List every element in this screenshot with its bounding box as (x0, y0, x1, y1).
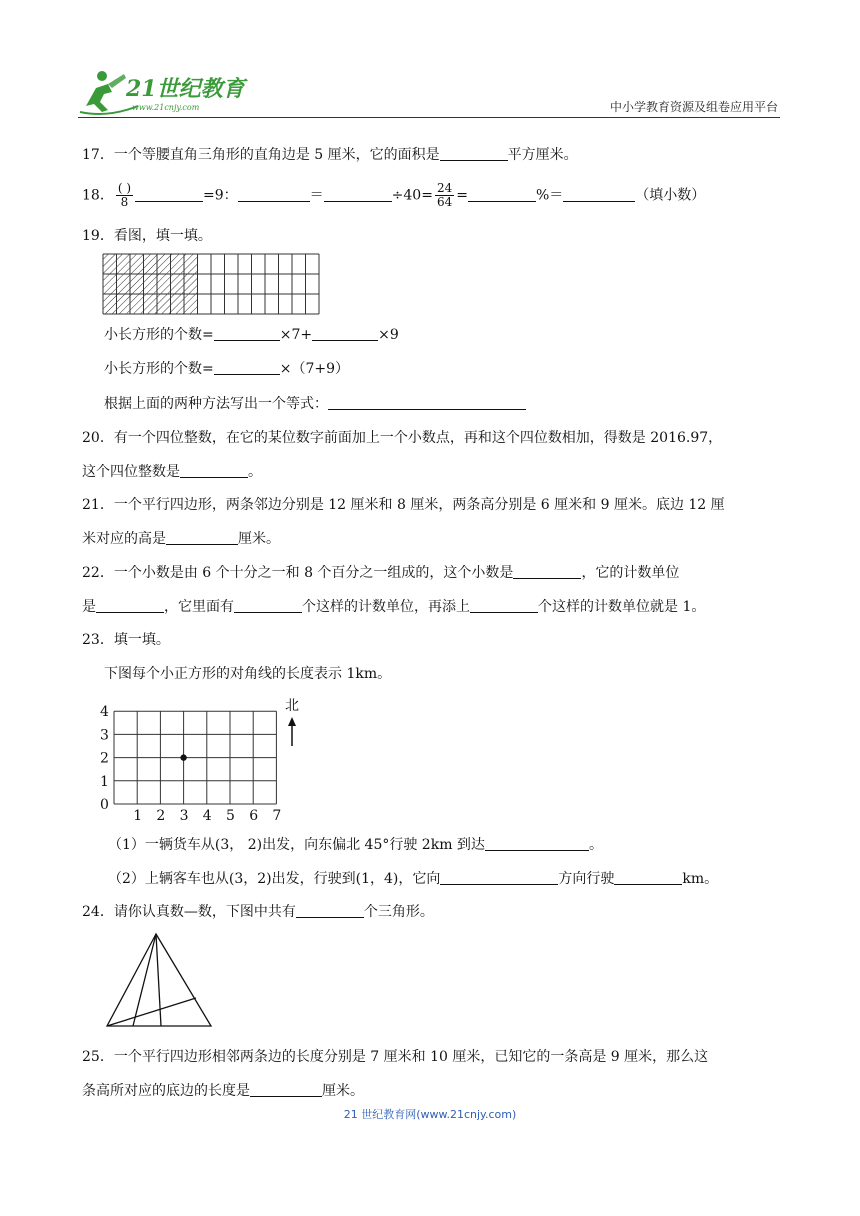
q23-sub-1 (108, 835, 603, 855)
q18-fraction-1 (116, 182, 133, 209)
q18-blank-2[interactable] (238, 187, 310, 202)
q23-x-tick-label: 2 (156, 808, 166, 822)
question-21-line-2 (82, 529, 280, 549)
question-20-line-1: 20．有一个四位整数，在它的某位数字前面加上一个小数点，再和这个四位数相加，得数是 2016.97， (82, 430, 723, 446)
q19-line-2-text-a: 小长方形的个数= (104, 361, 214, 377)
q22-text-d: ，它里面有 (164, 599, 234, 615)
q17-text-end: 平方厘米。 (507, 147, 578, 163)
q23-y-tick-label: 0 (100, 797, 109, 813)
q23-x-tick-label: 4 (202, 808, 212, 822)
q22-blank-4[interactable] (470, 598, 538, 613)
q22-text-f: 个这样的计数单位就是 1。 (538, 599, 706, 615)
q18-seg-6: （填小数） (635, 187, 706, 204)
q23-sub-1-text: （1）一辆货车从(3， 2)出发，向东偏北 45°行驶 2km 到达 (108, 837, 485, 853)
question-19-title: 19．看图，填一填。 (82, 228, 212, 244)
q22-text-e: 个这样的计数单位，再添上 (302, 599, 470, 615)
q23-sub-1-end: 。 (588, 837, 603, 853)
question-25-line-1: 25．一个平行四边形相邻两条边的长度分别是 7 厘米和 10 厘米，已知它的一条高是 9 厘米，那么这 (82, 1049, 709, 1065)
q22-text-b: ，它的计数单位 (581, 565, 680, 581)
q22-blank-2[interactable] (96, 598, 164, 613)
q19-line-3 (104, 394, 526, 414)
q19-shaded-region (103, 254, 197, 314)
q19-line-2-text-b: ×（7+9） (279, 361, 350, 377)
question-23-title: 23．填一填。 (82, 632, 170, 648)
q24-cevian-2 (156, 934, 161, 1026)
q23-x-tick-label: 7 (272, 808, 282, 822)
site-logo (78, 66, 278, 116)
q21-answer-blank[interactable] (166, 530, 238, 545)
q17-text: 17．一个等腰直角三角形的直角边是 5 厘米，它的面积是 (82, 147, 440, 163)
q23-blank-1[interactable] (485, 836, 589, 851)
question-18 (82, 182, 705, 209)
q25-answer-blank[interactable] (250, 1082, 322, 1097)
q23-x-tick-label: 5 (226, 808, 235, 822)
q23-x-tick-label: 6 (249, 808, 259, 822)
q20-text-end: 。 (248, 464, 262, 480)
question-22-line-2 (82, 597, 705, 617)
q18-blank-5[interactable] (563, 187, 635, 202)
q23-coordinate-grid (96, 690, 316, 822)
q18-seg-2: ＝ (309, 187, 324, 204)
q18-number: 18． (82, 187, 114, 204)
q24-triangle-figure (104, 932, 216, 1030)
q18-blank-3[interactable] (324, 187, 392, 202)
q23-y-tick-label: 1 (100, 773, 109, 790)
q21-text-end: 厘米。 (238, 531, 280, 547)
question-17 (82, 145, 578, 165)
q23-start-point (180, 754, 186, 760)
q18-blank-4[interactable] (468, 187, 536, 202)
q22-text-a: 22．一个小数是由 6 个十分之一和 8 个百分之一组成的，这个小数是 (82, 565, 514, 581)
q19-line-3-text: 根据上面的两种方法写出一个等式： (104, 396, 328, 412)
q23-sub-2-text-a: （2）上辆客车也从(3，2)出发，行驶到(1，4)，它向 (108, 871, 441, 887)
q22-blank-1[interactable] (513, 564, 581, 579)
q18-seg-4: = (456, 187, 468, 204)
north-arrow-icon (288, 717, 296, 746)
q23-y-tick-label: 3 (100, 727, 109, 744)
header-divider (78, 117, 780, 118)
q23-y-tick-label: 2 (100, 750, 109, 767)
q24-text: 24．请你认真数—数，下图中共有 (82, 904, 296, 920)
q18-blank-1[interactable] (135, 187, 203, 202)
q23-blank-2[interactable] (440, 870, 558, 885)
page-footer: 21 世纪教育网(www.21cnjy.com) (343, 1108, 517, 1121)
q20-text: 这个四位整数是 (82, 464, 180, 480)
question-24 (82, 902, 434, 922)
q23-x-tick-label: 1 (133, 808, 143, 822)
q19-line-2 (104, 359, 349, 379)
platform-name: 中小学教育资源及组卷应用平台 (609, 100, 778, 114)
q19-line-1-text-c: ×9 (378, 327, 399, 343)
logo-text: 21世纪教育 (126, 76, 245, 102)
north-label: 北 (285, 698, 299, 714)
q24-text-end: 个三角形。 (363, 904, 434, 920)
q18-fraction-1-numerator: ( ) (117, 181, 132, 195)
q25-text-end: 厘米。 (322, 1083, 364, 1099)
q22-blank-3[interactable] (234, 598, 302, 613)
q18-fraction-2 (435, 182, 454, 209)
question-22-line-1 (82, 563, 679, 583)
q19-line-1-text-a: 小长方形的个数= (104, 327, 214, 343)
q18-fraction-2-denominator: 64 (436, 195, 453, 209)
q20-answer-blank[interactable] (180, 463, 248, 478)
q19-rectangle-grid (102, 253, 320, 315)
q19-blank-1[interactable] (214, 326, 280, 341)
logo-subtext: www.21cnjy.com (132, 103, 200, 112)
q23-sub-2 (108, 869, 718, 889)
q24-answer-blank[interactable] (296, 903, 364, 918)
q18-seg-1: =9： (203, 187, 238, 204)
q23-blank-3[interactable] (614, 870, 682, 885)
q17-answer-blank[interactable] (440, 146, 508, 161)
q23-intro: 下图每个小正方形的对角线的长度表示 1km。 (104, 666, 392, 682)
q19-equation-blank[interactable] (328, 395, 526, 410)
q22-text-c: 是 (82, 599, 96, 615)
q18-seg-3: ÷40= (391, 187, 433, 204)
q19-line-1-text-b: ×7+ (279, 327, 313, 343)
q19-line-1 (104, 325, 399, 345)
q23-sub-2-text-b: 方向行驶 (558, 871, 615, 887)
question-21-line-1: 21．一个平行四边形，两条邻边分别是 12 厘米和 8 厘米，两条高分别是 6 厘米和 9 厘米。底边 12 厘 (82, 497, 725, 513)
q18-fraction-2-numerator: 24 (436, 181, 453, 195)
q19-blank-3[interactable] (214, 360, 280, 375)
q23-sub-2-text-c: km。 (682, 871, 719, 887)
question-25-line-2 (82, 1081, 364, 1101)
q25-text: 条高所对应的底边的长度是 (82, 1083, 250, 1099)
q19-blank-2[interactable] (312, 326, 378, 341)
question-20-line-2 (82, 462, 262, 482)
q18-fraction-1-denominator: 8 (120, 195, 129, 209)
q18-seg-5: %＝ (535, 187, 564, 204)
q21-text: 米对应的高是 (82, 531, 166, 547)
page-header (78, 66, 780, 118)
q23-x-tick-label: 3 (179, 808, 189, 822)
q23-y-tick-label: 4 (100, 704, 109, 721)
